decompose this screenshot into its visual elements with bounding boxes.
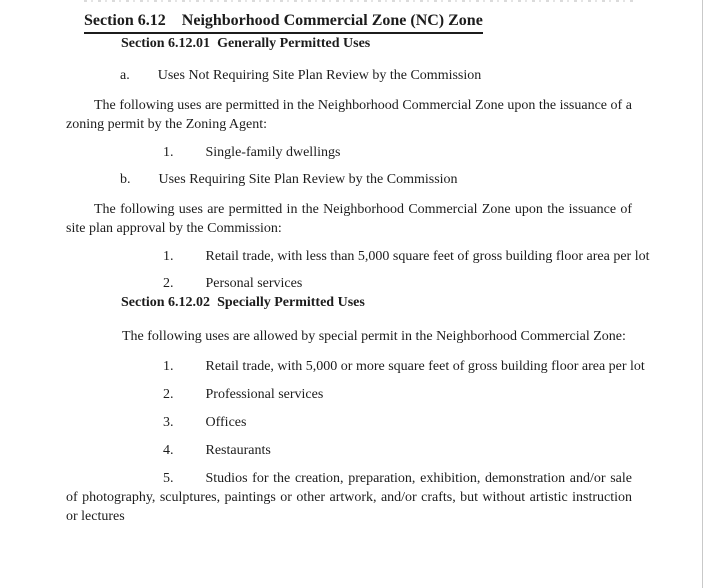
list-item: [163, 274, 706, 293]
list-item: [163, 357, 706, 376]
document-title: [84, 11, 483, 34]
subsection-a-label: a.: [120, 68, 130, 83]
section-number: Section 6.12.02: [121, 295, 211, 310]
list-item-text: Retail trade, with 5,000 or more square feet of gross building floor area per lot: [205, 359, 645, 374]
subsection-a-paragraph: The following uses are permitted in the Neighborhood Commercial Zone upon the issuance of a zoning permit by the Zoning Agent:: [66, 98, 632, 132]
list-item: [66, 469, 632, 526]
section-title: Generally Permitted Uses: [217, 36, 371, 51]
document-title-number: Section 6.12: [84, 12, 166, 29]
subsection-b-text: Uses Requiring Site Plan Review by the Commission: [158, 172, 458, 187]
subsection-b-label: b.: [120, 172, 131, 187]
section-heading-61202: [121, 293, 706, 312]
list-item: [163, 413, 706, 432]
list-item-text: Offices: [205, 415, 247, 430]
list-item-number: 4.: [163, 443, 174, 458]
list-item-text: Retail trade, with less than 5,000 square feet of gross building floor area per lot: [205, 249, 650, 264]
subsection-b-paragraph: The following uses are permitted in the Neighborhood Commercial Zone upon the issuance of site plan approval by the Commission:: [66, 202, 632, 236]
document-title-text: Neighborhood Commercial Zone (NC) Zone: [181, 12, 483, 29]
section-number: Section 6.12.01: [121, 36, 211, 51]
section-heading-61201: [121, 34, 706, 53]
subsection-b-heading: [120, 170, 706, 189]
list-item-text: Personal services: [205, 276, 303, 291]
list-item-number: 1.: [163, 145, 174, 160]
list-item-number: 3.: [163, 415, 174, 430]
list-item: [163, 441, 706, 460]
list-item: [163, 385, 706, 404]
list-item-number: 2.: [163, 387, 174, 402]
section-title: Specially Permitted Uses: [217, 295, 365, 310]
list-item-text: Studios for the creation, preparation, exhibition, demonstration and/or sale of photography, sculptures, paintings or other artwork, and/or crafts, but without artistic instruction or lectures: [66, 471, 632, 524]
list-item-text: Professional services: [205, 387, 324, 402]
list-item: [163, 247, 706, 266]
list-item-number: 1.: [163, 249, 174, 264]
list-item-number: 2.: [163, 276, 174, 291]
list-item: [163, 143, 706, 162]
subsection-a-text: Uses Not Requiring Site Plan Review by the Commission: [157, 68, 482, 83]
list-item-number: 1.: [163, 359, 174, 374]
cropped-text-remnant: [84, 0, 637, 2]
subsection-a-heading: [120, 66, 706, 85]
list-item-text: Single-family dwellings: [205, 145, 341, 160]
section-2-paragraph: The following uses are allowed by special permit in the Neighborhood Commercial Zone:: [122, 329, 626, 344]
page-edge-line: [702, 0, 703, 588]
list-item-number: 5.: [163, 471, 174, 486]
list-item-text: Restaurants: [205, 443, 271, 458]
